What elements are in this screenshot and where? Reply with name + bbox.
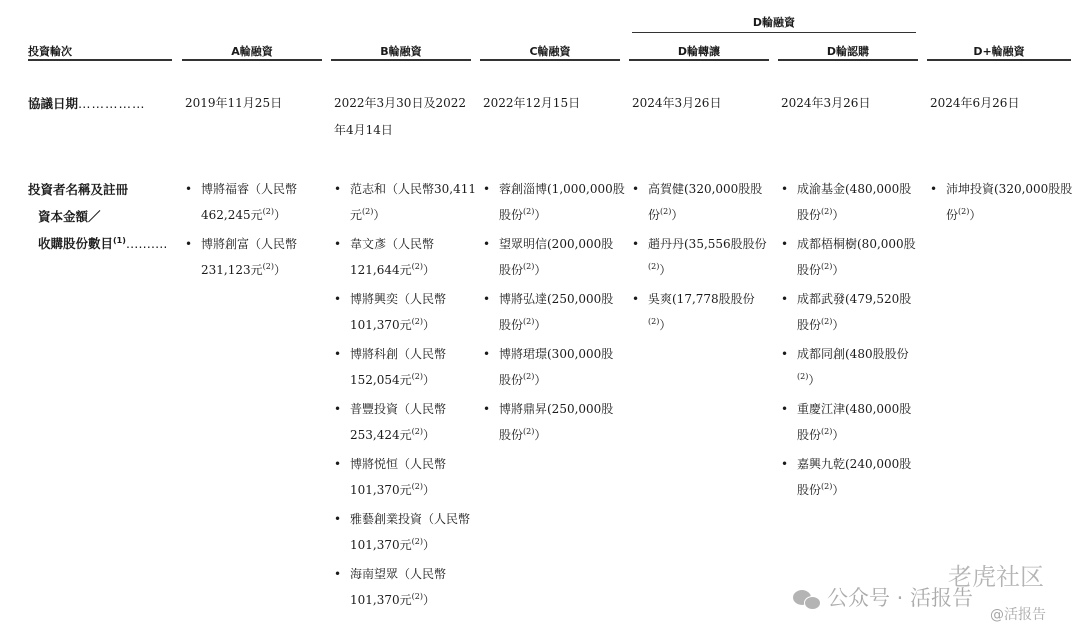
investors-col-a bbox=[185, 176, 327, 286]
investors-label-dots: ………. bbox=[125, 236, 168, 251]
agreement-date-c: 2022年12月15日 bbox=[483, 96, 581, 110]
investor-item-text: 博將弘達(250,000股股份 bbox=[499, 292, 614, 332]
watermark-line-2: 公众号 · 活报告 bbox=[827, 586, 974, 610]
investor-item-note: (2) bbox=[523, 207, 535, 216]
investor-item-close: ） bbox=[422, 318, 435, 332]
investors-col-d-plus bbox=[930, 176, 1075, 231]
investor-item-close: ） bbox=[422, 428, 435, 442]
investor-item-text: 蓉創淄博(1,000,000股股份 bbox=[499, 182, 625, 222]
agreement-date-d-transfer: 2024年3月26日 bbox=[632, 96, 722, 110]
investor-item-text: 博將鼎昇(250,000股股份 bbox=[499, 402, 614, 442]
investor-item-close: ） bbox=[832, 263, 845, 277]
investor-item-close: ） bbox=[659, 263, 672, 277]
investor-item-text: 趙丹丹(35,556股股份 bbox=[648, 237, 767, 251]
investor-item-close: ） bbox=[422, 483, 435, 497]
investor-item-text: 成渝基金(480,000股股份 bbox=[797, 182, 912, 222]
investor-item-text: 博將珺璟(300,000股股份 bbox=[499, 347, 614, 387]
investor-item bbox=[483, 176, 625, 228]
investor-item bbox=[334, 561, 476, 613]
investors-col-d-subscribe bbox=[781, 176, 923, 506]
investor-item bbox=[483, 341, 625, 393]
investor-item bbox=[483, 286, 625, 338]
investor-item bbox=[781, 341, 923, 393]
header-col-d-plus: D+輪融資 bbox=[973, 45, 1025, 58]
header-col-d-transfer: D輪轉讓 bbox=[677, 45, 721, 58]
investor-item bbox=[781, 396, 923, 448]
investor-item bbox=[781, 176, 923, 228]
investor-item-close: ） bbox=[373, 208, 386, 222]
investor-item-note: (2) bbox=[362, 207, 374, 216]
investor-item bbox=[632, 231, 774, 283]
investor-item-text: 成都同創(480股股份 bbox=[797, 347, 909, 361]
header-rule-round bbox=[28, 59, 172, 61]
investors-col-c bbox=[483, 176, 625, 451]
investor-item-text: 吳爽(17,778股股份 bbox=[648, 292, 755, 306]
investor-item-close: ） bbox=[832, 208, 845, 222]
investor-item-note: (2) bbox=[958, 207, 970, 216]
investor-item-text: 海南望眾（人民幣101,370元 bbox=[350, 567, 447, 607]
investor-item-text: 雅藝創業投資（人民幣101,370元 bbox=[350, 512, 471, 552]
investor-item bbox=[781, 231, 923, 283]
investor-item-close: ） bbox=[534, 373, 547, 387]
investor-item bbox=[930, 176, 1075, 228]
investor-item-note: (2) bbox=[262, 207, 274, 216]
header-rule-d-plus bbox=[927, 59, 1071, 61]
agreement-date-leader-dots: …………… bbox=[78, 96, 146, 111]
investor-item-note: (2) bbox=[821, 317, 833, 326]
investor-item-close: ） bbox=[671, 208, 684, 222]
investor-item-note: (2) bbox=[523, 317, 535, 326]
investor-item-close: ） bbox=[273, 208, 286, 222]
investor-item-close: ） bbox=[273, 263, 286, 277]
investor-item-close: ） bbox=[534, 428, 547, 442]
agreement-date-a: 2019年11月25日 bbox=[185, 96, 283, 110]
investor-item-text: 博將興奕（人民幣101,370元 bbox=[350, 292, 447, 332]
investor-item-note: (2) bbox=[821, 427, 833, 436]
investor-item-note: (2) bbox=[411, 372, 423, 381]
header-rule-b bbox=[331, 59, 471, 61]
header-col-a: A輪融資 bbox=[231, 45, 273, 58]
investor-item-note: (2) bbox=[821, 207, 833, 216]
investor-item-text: 成都武發(479,520股股份 bbox=[797, 292, 912, 332]
investor-item-close: ） bbox=[422, 373, 435, 387]
investor-item-note: (2) bbox=[797, 372, 809, 381]
investor-item bbox=[334, 176, 476, 228]
investor-item-close: ） bbox=[969, 208, 982, 222]
watermark-handle: @活报告 bbox=[990, 607, 1046, 623]
investor-item bbox=[334, 396, 476, 448]
investor-item-note: (2) bbox=[648, 262, 660, 271]
investor-item-close: ） bbox=[832, 428, 845, 442]
investor-item-note: (2) bbox=[411, 317, 423, 326]
investor-item-text: 韋文彥（人民幣121,644元 bbox=[350, 237, 435, 277]
investors-label-line-2: 資本金額／ bbox=[38, 209, 101, 224]
investor-item-note: (2) bbox=[411, 482, 423, 491]
investor-item-close: ） bbox=[422, 263, 435, 277]
investor-item bbox=[632, 176, 774, 228]
investor-item-text: 范志和（人民幣30,411元 bbox=[350, 182, 476, 222]
investor-item-text: 高賀健(320,000股股份 bbox=[648, 182, 763, 222]
header-rule-d-group bbox=[632, 32, 916, 33]
investor-item-note: (2) bbox=[411, 427, 423, 436]
investor-item-text: 沛坤投資(320,000股股份 bbox=[946, 182, 1073, 222]
investors-label-sup: (1) bbox=[113, 235, 126, 245]
watermark-line-2-wrap bbox=[793, 582, 973, 612]
investor-item bbox=[334, 451, 476, 503]
investor-item-close: ） bbox=[422, 593, 435, 607]
agreement-date-d-plus: 2024年6月26日 bbox=[930, 96, 1020, 110]
investor-item-note: (2) bbox=[411, 262, 423, 271]
investor-item-text: 普豐投資（人民幣253,424元 bbox=[350, 402, 447, 442]
header-col-d-subscribe: D輪認購 bbox=[826, 45, 870, 58]
investor-item bbox=[483, 231, 625, 283]
header-col-b: B輪融資 bbox=[380, 45, 422, 58]
investor-item-text: 博將悦恒（人民幣101,370元 bbox=[350, 457, 447, 497]
investor-item-note: (2) bbox=[411, 592, 423, 601]
investor-item-note: (2) bbox=[523, 372, 535, 381]
investors-label bbox=[28, 176, 178, 257]
watermark-line-1: 老虎社区 bbox=[948, 563, 1044, 591]
investor-item-close: ） bbox=[808, 373, 821, 387]
investor-item-close: ） bbox=[422, 538, 435, 552]
investor-item-note: (2) bbox=[660, 207, 672, 216]
header-d-group: D輪融資 bbox=[752, 16, 796, 29]
header-round-label: 投資輪次 bbox=[28, 45, 72, 58]
investors-col-b bbox=[334, 176, 476, 616]
investor-item-note: (2) bbox=[821, 482, 833, 491]
investor-item-text: 博將福睿（人民幣462,245元 bbox=[201, 182, 298, 222]
header-col-c: C輪融資 bbox=[529, 45, 571, 58]
agreement-date-label bbox=[28, 90, 178, 117]
investor-item bbox=[185, 176, 327, 228]
investor-item-note: (2) bbox=[648, 317, 660, 326]
header-rule-c bbox=[480, 59, 620, 61]
header-rule-d-transfer bbox=[629, 59, 769, 61]
investor-item-close: ） bbox=[832, 483, 845, 497]
investor-item-note: (2) bbox=[821, 262, 833, 271]
agreement-date-b: 2022年3月30日及2022年4月14日 bbox=[334, 96, 466, 137]
investor-item bbox=[483, 396, 625, 448]
investor-item-close: ） bbox=[832, 318, 845, 332]
wechat-icon bbox=[793, 588, 821, 610]
investor-item-text: 成都梧桐樹(80,000股股份 bbox=[797, 237, 916, 277]
investor-item bbox=[781, 286, 923, 338]
investor-item bbox=[334, 341, 476, 393]
investor-item bbox=[334, 231, 476, 283]
investor-item-text: 博將創富（人民幣231,123元 bbox=[201, 237, 298, 277]
agreement-date-d-subscribe: 2024年3月26日 bbox=[781, 96, 871, 110]
investors-label-line-3-wrap bbox=[28, 230, 178, 257]
investor-item bbox=[781, 451, 923, 503]
investor-item-close: ） bbox=[534, 318, 547, 332]
investor-item bbox=[185, 231, 327, 283]
investors-label-line-1: 投資者名稱及註冊 bbox=[28, 182, 129, 197]
investor-item bbox=[334, 286, 476, 338]
header-rule-d-subscribe bbox=[778, 59, 918, 61]
investor-item-note: (2) bbox=[523, 427, 535, 436]
investor-item bbox=[334, 506, 476, 558]
investor-item-text: 重慶江津(480,000股股份 bbox=[797, 402, 912, 442]
investor-item-text: 博將科創（人民幣152,054元 bbox=[350, 347, 447, 387]
investor-item-text: 嘉興九乾(240,000股股份 bbox=[797, 457, 912, 497]
agreement-date-label-text: 協議日期 bbox=[28, 96, 79, 111]
investor-item-close: ） bbox=[534, 263, 547, 277]
investors-col-d-transfer bbox=[632, 176, 774, 341]
investor-item-text: 望眾明信(200,000股股份 bbox=[499, 237, 614, 277]
investor-item-note: (2) bbox=[411, 537, 423, 546]
investor-item bbox=[632, 286, 774, 338]
investor-item-close: ） bbox=[534, 208, 547, 222]
header-rule-a bbox=[182, 59, 322, 61]
investor-item-note: (2) bbox=[523, 262, 535, 271]
investors-label-line-3: 收購股份數目 bbox=[38, 236, 114, 251]
investor-item-note: (2) bbox=[262, 262, 274, 271]
investor-item-close: ） bbox=[659, 318, 672, 332]
